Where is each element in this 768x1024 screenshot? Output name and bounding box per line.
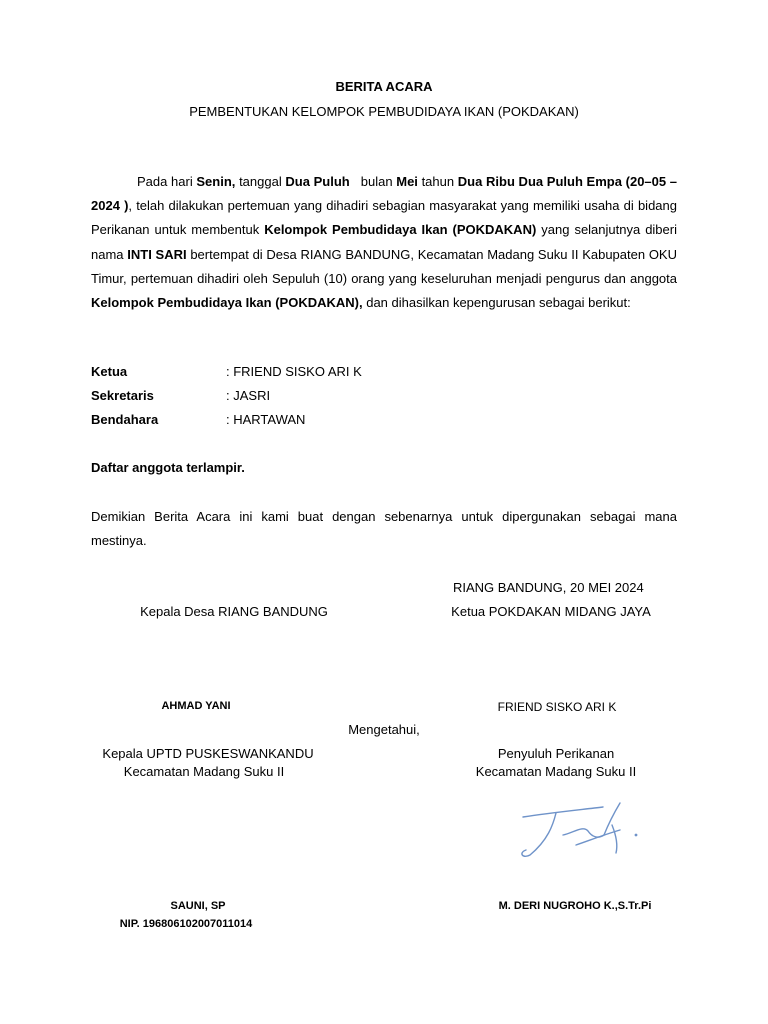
document-subtitle: PEMBENTUKAN KELOMPOK PEMBUDIDAYA IKAN (POKDAKAN) <box>189 104 579 119</box>
uptd-head-nip: NIP. 196806102007011014 <box>119 918 253 930</box>
closing-paragraph: Demikian Berita Acara ini kami buat dengan sebenarnya untuk dipergunakan sebagai mana mestinya. <box>91 509 677 549</box>
officer-role-chair: Ketua <box>91 364 128 379</box>
signature-stroke <box>612 825 617 853</box>
extension-role-line1: Penyuluh Perikanan <box>497 746 615 761</box>
officer-name-treasurer: : HARTAWAN <box>226 412 306 427</box>
village-head-role: Kepala Desa RIANG BANDUNG <box>140 604 328 619</box>
signature-stroke <box>523 807 603 817</box>
extension-role-line2: Kecamatan Madang Suku II <box>475 764 637 779</box>
pokdakan-chair-name: FRIEND SISKO ARI K <box>497 700 617 714</box>
text-run: tahun <box>417 174 458 189</box>
document-title: BERITA ACARA <box>335 79 433 94</box>
group-type: Kelompok Pembudidaya Ikan (POKDAKAN) <box>264 222 537 238</box>
day-name: Senin, <box>196 174 236 189</box>
handwritten-signature <box>508 795 658 865</box>
text-run: yang selanjutnya diberi nama <box>91 222 677 262</box>
text-run: bertempat di Desa RIANG BANDUNG, Kecamatan Madang Suku II Kabupaten OKU Timur, pertemuan dihadiri oleh Sepuluh (10) orang yang keseluruhan menjadi pengurus dan anggota <box>91 246 677 286</box>
uptd-role-line1: Kepala UPTD PUSKESWANKANDU <box>102 746 314 761</box>
officer-name-chair: : FRIEND SISKO ARI K <box>226 364 362 379</box>
opening-paragraph <box>91 170 677 315</box>
uptd-role-line2: Kecamatan Madang Suku II <box>123 764 285 779</box>
signature-dot <box>635 834 638 837</box>
text-run: Pada hari <box>137 174 197 189</box>
pokdakan-chair-role: Ketua POKDAKAN MIDANG JAYA <box>451 604 651 619</box>
group-name: INTI SARI <box>127 246 187 262</box>
uptd-head-name: SAUNI, SP <box>170 900 226 912</box>
text-run: bulan <box>349 174 397 189</box>
signature-stroke <box>563 829 604 837</box>
group-type: Kelompok Pembudidaya Ikan (POKDAKAN), <box>91 295 363 311</box>
officer-role-treasurer: Bendahara <box>91 412 159 427</box>
members-note: Daftar anggota terlampir. <box>91 460 245 475</box>
officer-role-secretary: Sekretaris <box>91 388 154 403</box>
year-words: Dua Ribu Dua Puluh Empa (20–05 – 2024 ) <box>91 174 678 214</box>
extension-officer-name: M. DERI NUGROHO K.,S.Tr.Pi <box>498 900 652 912</box>
acknowledged-label: Mengetahui, <box>348 722 420 737</box>
signature-stroke <box>576 830 620 845</box>
place-date: RIANG BANDUNG, 20 MEI 2024 <box>453 580 644 595</box>
text-run: tanggal <box>235 174 286 189</box>
text-run: dan dihasilkan kepengurusan sebagai berikut: <box>362 295 631 311</box>
text-run: , telah dilakukan pertemuan yang dihadiri sebagian masyarakat yang memiliki usaha di bidang Perikanan untuk membentuk <box>91 198 677 238</box>
signature-stroke <box>522 813 556 856</box>
village-head-name: AHMAD YANI <box>161 700 231 712</box>
date-words: Dua Puluh <box>285 174 350 189</box>
officer-name-secretary: : JASRI <box>226 388 271 403</box>
month-name: Mei <box>396 174 418 189</box>
